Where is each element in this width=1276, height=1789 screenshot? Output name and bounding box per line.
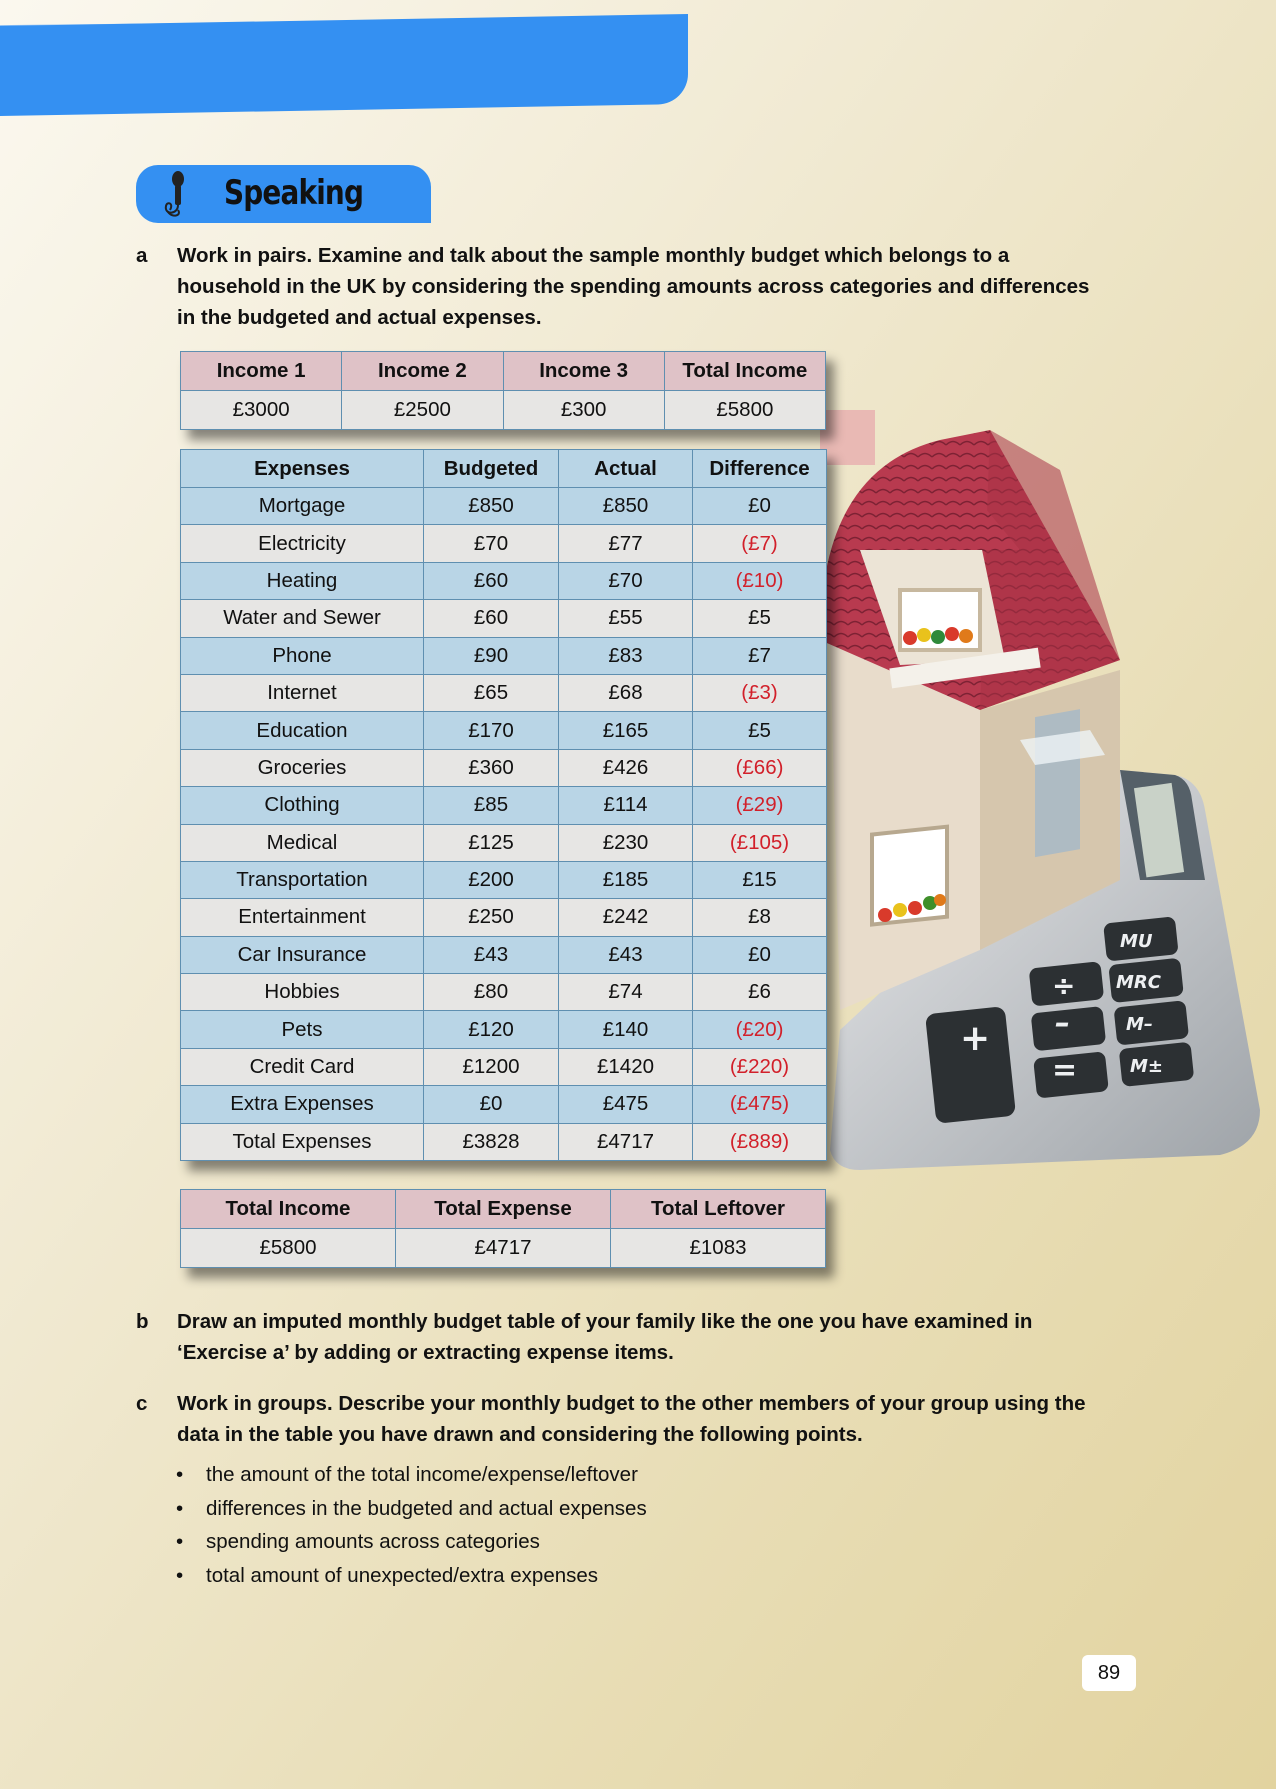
expense-header-cell: Expenses bbox=[181, 450, 424, 488]
expense-name-cell: Transportation bbox=[181, 861, 424, 898]
expense-name-cell: Phone bbox=[181, 637, 424, 674]
actual-cell: £850 bbox=[559, 488, 693, 525]
budgeted-cell: £85 bbox=[424, 787, 559, 824]
expense-row bbox=[181, 1086, 827, 1123]
house-chimney bbox=[820, 410, 875, 465]
totals-header-row bbox=[181, 1190, 826, 1229]
expense-header-cell: Budgeted bbox=[424, 450, 559, 488]
income-header-cell: Total Income bbox=[664, 352, 825, 391]
expense-name-cell: Pets bbox=[181, 1011, 424, 1048]
expense-header-cell: Actual bbox=[559, 450, 693, 488]
budgeted-cell: £170 bbox=[424, 712, 559, 749]
budgeted-cell: £90 bbox=[424, 637, 559, 674]
income-header-cell: Income 1 bbox=[181, 352, 342, 391]
calc-key-equals: = bbox=[1052, 1053, 1078, 1088]
actual-cell: £165 bbox=[559, 712, 693, 749]
difference-cell: (£10) bbox=[693, 562, 827, 599]
question-c bbox=[136, 1388, 1116, 1450]
expense-row bbox=[181, 525, 827, 562]
expense-row bbox=[181, 861, 827, 898]
difference-cell: £8 bbox=[693, 899, 827, 936]
expense-row bbox=[181, 637, 827, 674]
budgeted-cell: £43 bbox=[424, 936, 559, 973]
budgeted-cell: £250 bbox=[424, 899, 559, 936]
difference-cell: £6 bbox=[693, 974, 827, 1011]
calc-key-mu: MU bbox=[1120, 931, 1153, 952]
income-value-cell: £5800 bbox=[664, 391, 825, 430]
budgeted-cell: £80 bbox=[424, 974, 559, 1011]
difference-cell: (£7) bbox=[693, 525, 827, 562]
expense-row bbox=[181, 824, 827, 861]
income-table bbox=[180, 351, 826, 430]
budgeted-cell: £200 bbox=[424, 861, 559, 898]
actual-cell: £43 bbox=[559, 936, 693, 973]
actual-cell: £74 bbox=[559, 974, 693, 1011]
expense-row bbox=[181, 899, 827, 936]
difference-cell: £7 bbox=[693, 637, 827, 674]
page-number: 89 bbox=[1082, 1655, 1136, 1691]
expense-header-row bbox=[181, 450, 827, 488]
totals-header-cell: Total Leftover bbox=[611, 1190, 826, 1229]
expense-name-cell: Total Expenses bbox=[181, 1123, 424, 1160]
expense-name-cell: Entertainment bbox=[181, 899, 424, 936]
actual-cell: £426 bbox=[559, 749, 693, 786]
actual-cell: £185 bbox=[559, 861, 693, 898]
expense-name-cell: Medical bbox=[181, 824, 424, 861]
budgeted-cell: £0 bbox=[424, 1086, 559, 1123]
actual-cell: £230 bbox=[559, 824, 693, 861]
expense-row bbox=[181, 787, 827, 824]
microphone-icon bbox=[154, 170, 194, 220]
actual-cell: £70 bbox=[559, 562, 693, 599]
calc-key-m-plusminus: M± bbox=[1130, 1056, 1163, 1077]
question-letter: c bbox=[136, 1392, 148, 1415]
calc-key-divide: ÷ bbox=[1052, 969, 1076, 1002]
question-b bbox=[136, 1306, 1096, 1368]
expense-row bbox=[181, 600, 827, 637]
expense-name-cell: Mortgage bbox=[181, 488, 424, 525]
income-value-row bbox=[181, 391, 826, 430]
income-value-cell: £2500 bbox=[342, 391, 503, 430]
difference-cell: £5 bbox=[693, 712, 827, 749]
totals-value-cell: £5800 bbox=[181, 1229, 396, 1268]
expense-name-cell: Education bbox=[181, 712, 424, 749]
question-text: Draw an imputed monthly budget table of your family like the one you have examined in ‘Exercise a’ by adding or extracting expense items. bbox=[177, 1310, 1033, 1364]
budgeted-cell: £120 bbox=[424, 1011, 559, 1048]
actual-cell: £475 bbox=[559, 1086, 693, 1123]
totals-table bbox=[180, 1189, 826, 1268]
difference-cell: £0 bbox=[693, 488, 827, 525]
expense-name-cell: Credit Card bbox=[181, 1048, 424, 1085]
difference-cell: £5 bbox=[693, 600, 827, 637]
header-banner bbox=[0, 14, 688, 116]
bullet-item: • total amount of unexpected/extra expenses bbox=[176, 1559, 647, 1593]
question-letter: a bbox=[136, 244, 148, 267]
expense-name-cell: Extra Expenses bbox=[181, 1086, 424, 1123]
actual-cell: £83 bbox=[559, 637, 693, 674]
expense-row bbox=[181, 936, 827, 973]
actual-cell: £114 bbox=[559, 787, 693, 824]
income-header-cell: Income 3 bbox=[503, 352, 664, 391]
difference-cell: (£475) bbox=[693, 1086, 827, 1123]
difference-cell: (£66) bbox=[693, 749, 827, 786]
totals-value-cell: £4717 bbox=[396, 1229, 611, 1268]
calc-key-minus: – bbox=[1055, 1006, 1070, 1041]
expense-name-cell: Clothing bbox=[181, 787, 424, 824]
actual-cell: £140 bbox=[559, 1011, 693, 1048]
section-tab bbox=[136, 165, 431, 223]
income-header-cell: Income 2 bbox=[342, 352, 503, 391]
difference-cell: (£889) bbox=[693, 1123, 827, 1160]
income-header-row bbox=[181, 352, 826, 391]
totals-value-row bbox=[181, 1229, 826, 1268]
bullet-item: • spending amounts across categories bbox=[176, 1525, 647, 1559]
expense-name-cell: Electricity bbox=[181, 525, 424, 562]
budgeted-cell: £60 bbox=[424, 562, 559, 599]
actual-cell: £55 bbox=[559, 600, 693, 637]
question-text: Work in groups. Describe your monthly budget to the other members of your group using the data in the table you have drawn and considering the following points. bbox=[177, 1392, 1086, 1446]
budgeted-cell: £360 bbox=[424, 749, 559, 786]
budgeted-cell: £850 bbox=[424, 488, 559, 525]
difference-cell: £0 bbox=[693, 936, 827, 973]
calc-key-m-minus: M– bbox=[1126, 1014, 1153, 1035]
question-a bbox=[136, 240, 1096, 333]
totals-value-cell: £1083 bbox=[611, 1229, 826, 1268]
actual-cell: £68 bbox=[559, 674, 693, 711]
actual-cell: £4717 bbox=[559, 1123, 693, 1160]
budgeted-cell: £60 bbox=[424, 600, 559, 637]
actual-cell: £1420 bbox=[559, 1048, 693, 1085]
actual-cell: £77 bbox=[559, 525, 693, 562]
difference-cell: £15 bbox=[693, 861, 827, 898]
expense-row bbox=[181, 674, 827, 711]
expense-name-cell: Water and Sewer bbox=[181, 600, 424, 637]
expense-name-cell: Groceries bbox=[181, 749, 424, 786]
question-letter: b bbox=[136, 1310, 149, 1333]
budgeted-cell: £65 bbox=[424, 674, 559, 711]
difference-cell: (£29) bbox=[693, 787, 827, 824]
difference-cell: (£220) bbox=[693, 1048, 827, 1085]
totals-header-cell: Total Expense bbox=[396, 1190, 611, 1229]
budgeted-cell: £3828 bbox=[424, 1123, 559, 1160]
expense-row bbox=[181, 562, 827, 599]
discussion-points bbox=[176, 1458, 647, 1592]
difference-cell: (£105) bbox=[693, 824, 827, 861]
difference-cell: (£20) bbox=[693, 1011, 827, 1048]
expense-name-cell: Car Insurance bbox=[181, 936, 424, 973]
bullet-item: • the amount of the total income/expense/leftover bbox=[176, 1458, 647, 1492]
question-text: Work in pairs. Examine and talk about the sample monthly budget which belongs to a household in the UK by considering the spending amounts across categories and differences in the budgeted and actual expenses. bbox=[177, 244, 1090, 329]
budgeted-cell: £125 bbox=[424, 824, 559, 861]
expense-name-cell: Heating bbox=[181, 562, 424, 599]
bullet-item: • differences in the budgeted and actual expenses bbox=[176, 1492, 647, 1526]
budgeted-cell: £1200 bbox=[424, 1048, 559, 1085]
expense-row bbox=[181, 1011, 827, 1048]
expense-header-cell: Difference bbox=[693, 450, 827, 488]
house-calculator-illustration bbox=[820, 410, 1260, 1180]
income-value-cell: £300 bbox=[503, 391, 664, 430]
calc-key-mrc: MRC bbox=[1116, 972, 1161, 993]
actual-cell: £242 bbox=[559, 899, 693, 936]
expense-row bbox=[181, 974, 827, 1011]
calc-key-plus: + bbox=[960, 1018, 991, 1059]
income-value-cell: £3000 bbox=[181, 391, 342, 430]
totals-header-cell: Total Income bbox=[181, 1190, 396, 1229]
expense-row bbox=[181, 1123, 827, 1160]
expense-row bbox=[181, 1048, 827, 1085]
expense-row bbox=[181, 712, 827, 749]
section-title: Speaking bbox=[224, 173, 364, 213]
difference-cell: (£3) bbox=[693, 674, 827, 711]
expense-table bbox=[180, 449, 827, 1161]
expense-name-cell: Hobbies bbox=[181, 974, 424, 1011]
expense-name-cell: Internet bbox=[181, 674, 424, 711]
budgeted-cell: £70 bbox=[424, 525, 559, 562]
expense-row bbox=[181, 749, 827, 786]
expense-row bbox=[181, 488, 827, 525]
